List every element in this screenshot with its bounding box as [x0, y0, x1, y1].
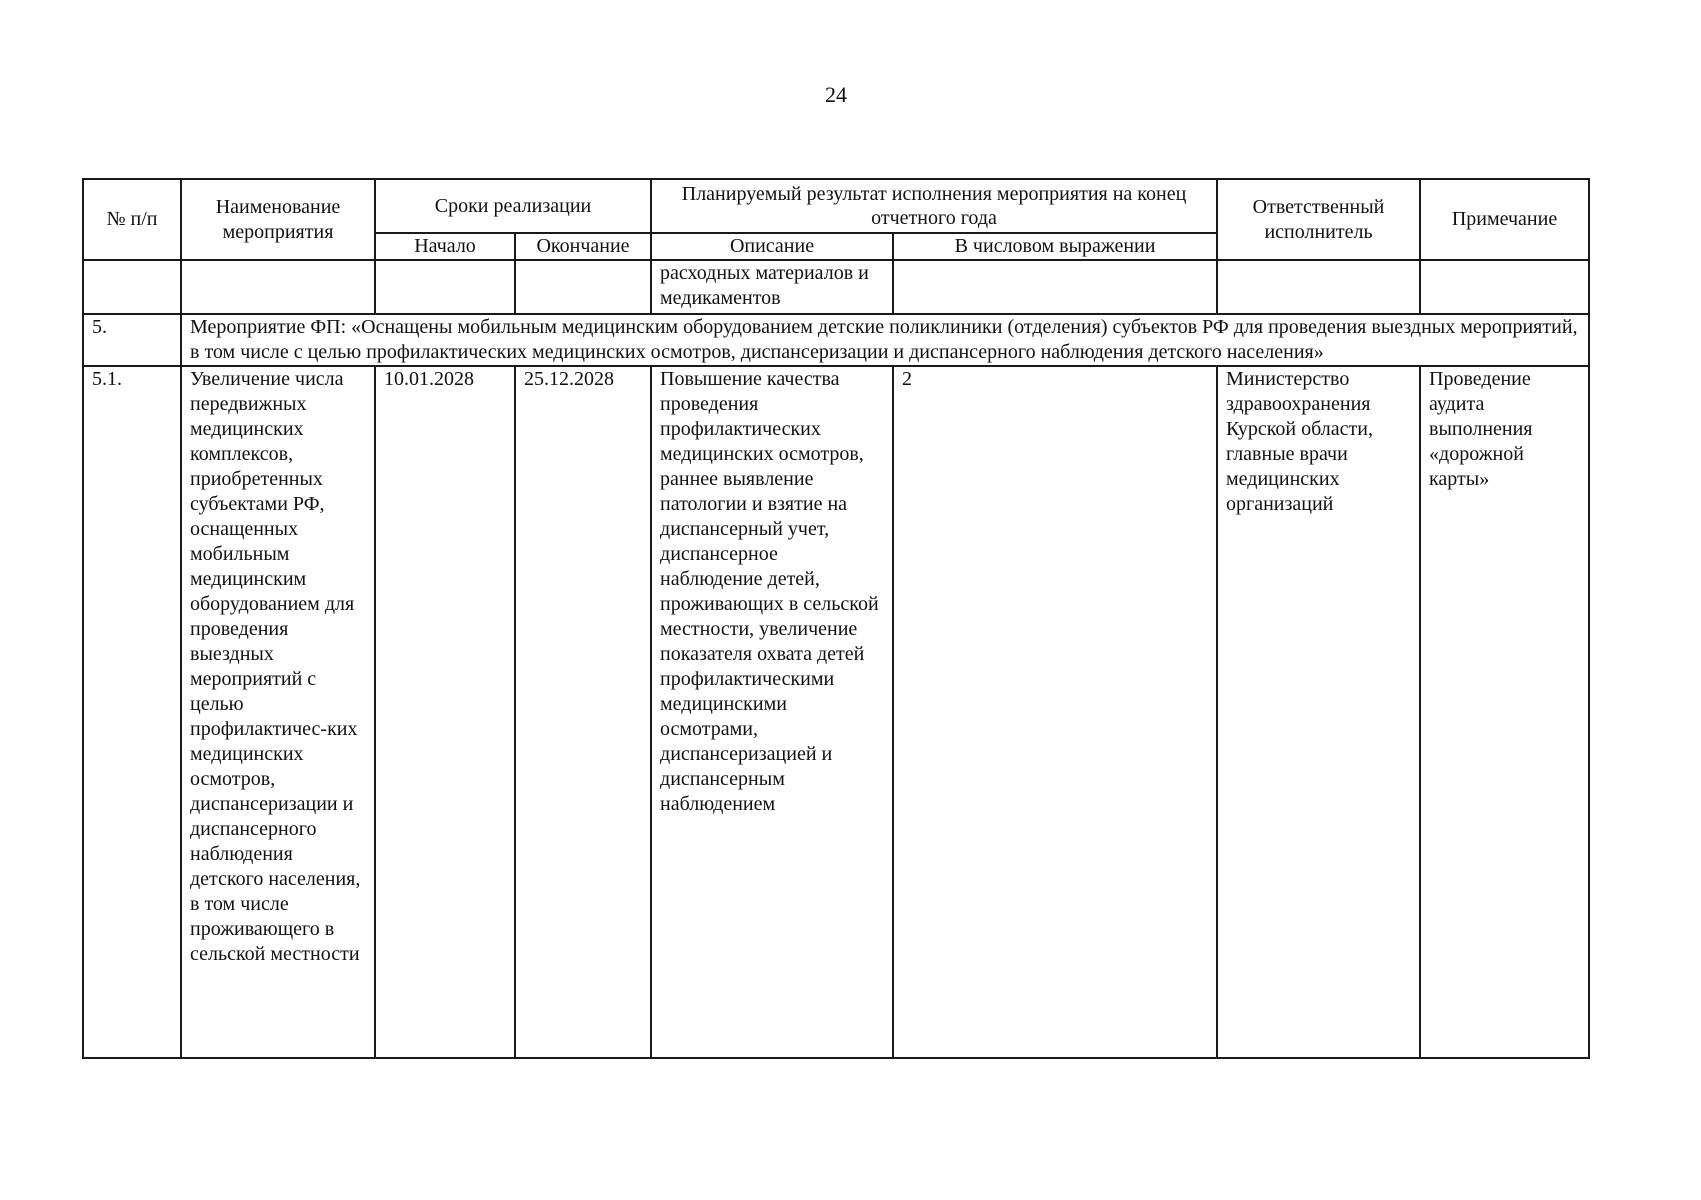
- cont-end-cell: [515, 260, 651, 314]
- row-start: 10.01.2028: [375, 366, 515, 1058]
- plan-table: [82, 178, 1590, 1059]
- page-number: 24: [825, 82, 847, 107]
- section-title: «Оснащены мобильным медицинским оборудованием детские поликлиники (отделения) субъектов РФ для проведения выездных мероприятий, в том числе с целью профилактических медицинских осмотров, диспансеризации и диспансерного наблюдения детского населения»: [190, 316, 1578, 363]
- row-note: Проведение аудита выполнения «дорожной карты»: [1420, 366, 1589, 1058]
- table-row: [83, 366, 1589, 1058]
- header-name: Наименование мероприятия: [181, 179, 375, 260]
- cont-description-cell: расходных материалов и медикаментов: [651, 260, 893, 314]
- row-number: 5.1.: [83, 366, 181, 1058]
- section-prefix: Мероприятие ФП:: [190, 316, 352, 338]
- header-row-1: [83, 179, 1589, 233]
- row-numeric: 2: [893, 366, 1217, 1058]
- header-numeric: В числовом выражении: [893, 233, 1217, 260]
- header-terms: Сроки реализации: [375, 179, 651, 233]
- section-row: [83, 314, 1589, 366]
- cont-number-cell: [83, 260, 181, 314]
- section-title-cell: [181, 314, 1589, 366]
- row-end: 25.12.2028: [515, 366, 651, 1058]
- cont-note-cell: [1420, 260, 1589, 314]
- header-start: Начало: [375, 233, 515, 260]
- header-note: Примечание: [1420, 179, 1589, 260]
- row-responsible: Министерство здравоохранения Курской области, главные врачи медицинских организаций: [1217, 366, 1420, 1058]
- section-number: 5.: [83, 314, 181, 366]
- continuation-row: [83, 260, 1589, 314]
- header-end: Окончание: [515, 233, 651, 260]
- cont-name-cell: [181, 260, 375, 314]
- header-responsible: Ответственный исполнитель: [1217, 179, 1420, 260]
- row-name: Увеличение числа передвижных медицинских комплексов, приобретенных субъектами РФ, оснащенных мобильным медицинским оборудованием для проведения выездных мероприятий с целью профилактичес-ких медицинских осмотров, диспансеризации и диспансерного наблюдения детского населения, в том числе проживающего в сельской местности: [181, 366, 375, 1058]
- cont-responsible-cell: [1217, 260, 1420, 314]
- cont-numeric-cell: [893, 260, 1217, 314]
- cont-start-cell: [375, 260, 515, 314]
- row-description: Повышение качества проведения профилактических медицинских осмотров, раннее выявление патологии и взятие на диспансерный учет, диспансерное наблюдение детей, проживающих в сельской местности, увеличение показателя охвата детей профилактическими медицинскими осмотрами, диспансеризацией и диспансерным наблюдением: [651, 366, 893, 1058]
- header-number: № п/п: [83, 179, 181, 260]
- header-description: Описание: [651, 233, 893, 260]
- header-result: Планируемый результат исполнения мероприятия на конец отчетного года: [651, 179, 1217, 233]
